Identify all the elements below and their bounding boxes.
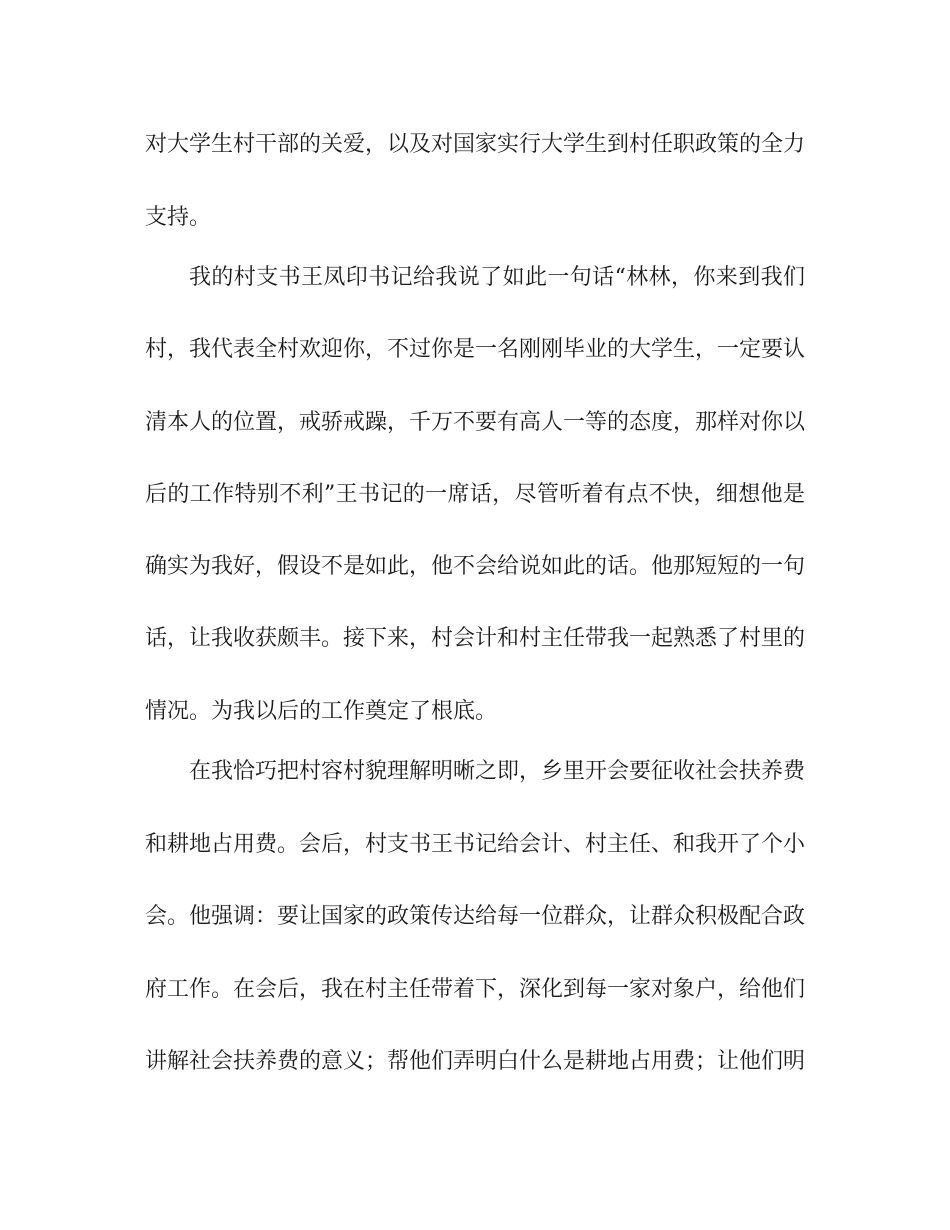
text-line-2: 支持。 [145, 205, 212, 230]
text-line-11: 和耕地占用费。会后，村支书王书记给会计、村主任、和我开了个小 [145, 832, 806, 857]
text-line-4: 村，我代表全村欢迎你，不过你是一名刚刚毕业的大学生，一定要认 [145, 337, 806, 362]
text-line-12: 会。他强调：要让国家的政策传达给每一位群众，让群众积极配合政 [145, 904, 806, 929]
text-line-5: 清本人的位置，戒骄戒躁，千万不要有高人一等的态度，那样对你以 [145, 410, 806, 435]
text-line-1: 对大学生村干部的关爱，以及对国家实行大学生到村任职政策的全力 [145, 132, 806, 157]
text-line-6: 后的工作特别不利”王书记的一席话，尽管听着有点不快，细想他是 [145, 482, 805, 507]
text-line-10: 在我恰巧把村容村貌理解明晰之即，乡里开会要征收社会扶养费 [189, 759, 806, 784]
text-line-13: 府工作。在会后，我在村主任带着下，深化到每一家对象户，给他们 [145, 977, 806, 1002]
text-line-9: 情况。为我以后的工作奠定了根底。 [145, 699, 498, 724]
text-line-8: 话，让我收获颇丰。接下来，村会计和村主任带我一起熟悉了村里的 [145, 626, 806, 651]
text-line-3: 我的村支书王凤印书记给我说了如此一句话“林林，你来到我们 [189, 265, 805, 290]
text-line-7: 确实为我好，假设不是如此，他不会给说如此的话。他那短短的一句 [145, 554, 806, 579]
text-line-14: 讲解社会扶养费的意义；帮他们弄明白什么是耕地占用费；让他们明 [145, 1049, 806, 1074]
